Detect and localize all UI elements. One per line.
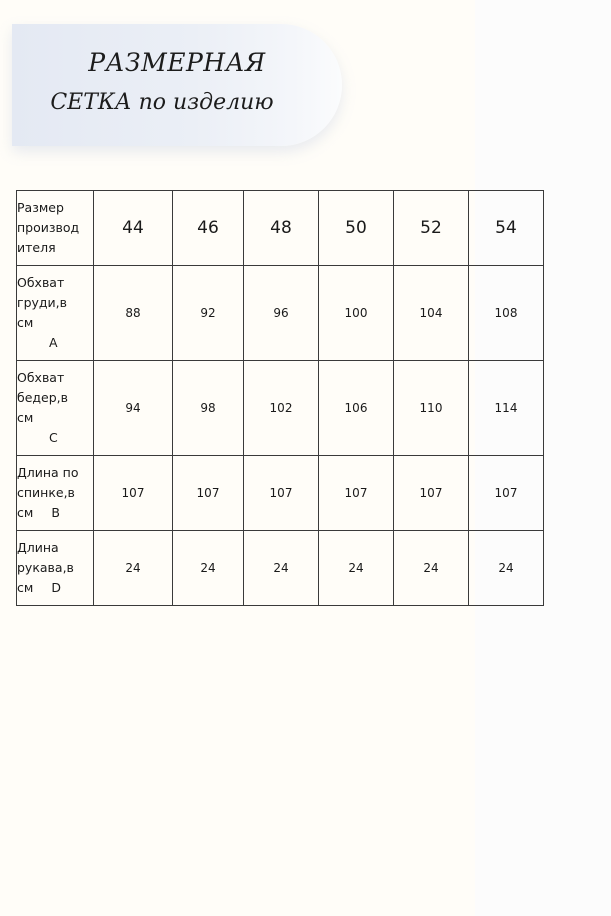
value-cell: 24 [244,531,319,606]
row-label-cell [17,266,94,361]
value-cell: 24 [469,531,544,606]
value-cell: 100 [319,266,394,361]
row-label-line: Длина [17,540,59,555]
value-cell: 24 [319,531,394,606]
row-label-line: груди,в [17,295,68,310]
header-label-line: производ [17,220,80,235]
value-cell: 107 [319,456,394,531]
table-row-back-length [17,456,544,531]
row-label-line: см [17,505,34,520]
table-row-chest [17,266,544,361]
size-header-cell: 50 [319,191,394,266]
row-label-line: рукава,в [17,560,74,575]
size-chart-table [16,190,544,606]
row-label-cell [17,531,94,606]
measurement-letter: B [51,505,60,520]
value-cell: 104 [394,266,469,361]
measurement-letter: D [51,580,61,595]
title-line-1: РАЗМЕРНАЯ [88,48,266,77]
title-banner [12,24,342,146]
value-cell: 107 [244,456,319,531]
row-label-cell [17,361,94,456]
row-label-line: спинке,в [17,485,75,500]
measurement-letter: A [49,335,58,350]
row-label-line: см [17,580,34,595]
value-cell: 114 [469,361,544,456]
row-label-line: бедер,в [17,390,69,405]
value-cell: 24 [173,531,244,606]
value-cell: 106 [319,361,394,456]
title-line-2: СЕТКА по изделию [50,90,274,115]
header-label-cell [17,191,94,266]
value-cell: 107 [94,456,173,531]
table-row-sleeve-length [17,531,544,606]
value-cell: 24 [394,531,469,606]
value-cell: 108 [469,266,544,361]
value-cell: 24 [94,531,173,606]
size-header-cell: 46 [173,191,244,266]
row-label-line: Длина по [17,465,79,480]
value-cell: 98 [173,361,244,456]
header-label-line: ителя [17,240,56,255]
value-cell: 94 [94,361,173,456]
table-row-hips [17,361,544,456]
value-cell: 110 [394,361,469,456]
row-label-cell [17,456,94,531]
value-cell: 92 [173,266,244,361]
row-label-line: см [17,315,34,330]
value-cell: 107 [469,456,544,531]
row-label-line: см [17,410,34,425]
value-cell: 107 [394,456,469,531]
header-label-line: Размер [17,200,64,215]
row-label-line: Обхват [17,275,65,290]
size-header-cell: 44 [94,191,173,266]
value-cell: 96 [244,266,319,361]
measurement-letter: C [49,430,58,445]
size-header-cell: 52 [394,191,469,266]
row-label-line: Обхват [17,370,65,385]
size-header-cell: 54 [469,191,544,266]
size-header-cell: 48 [244,191,319,266]
table-header-row [17,191,544,266]
value-cell: 102 [244,361,319,456]
value-cell: 88 [94,266,173,361]
value-cell: 107 [173,456,244,531]
